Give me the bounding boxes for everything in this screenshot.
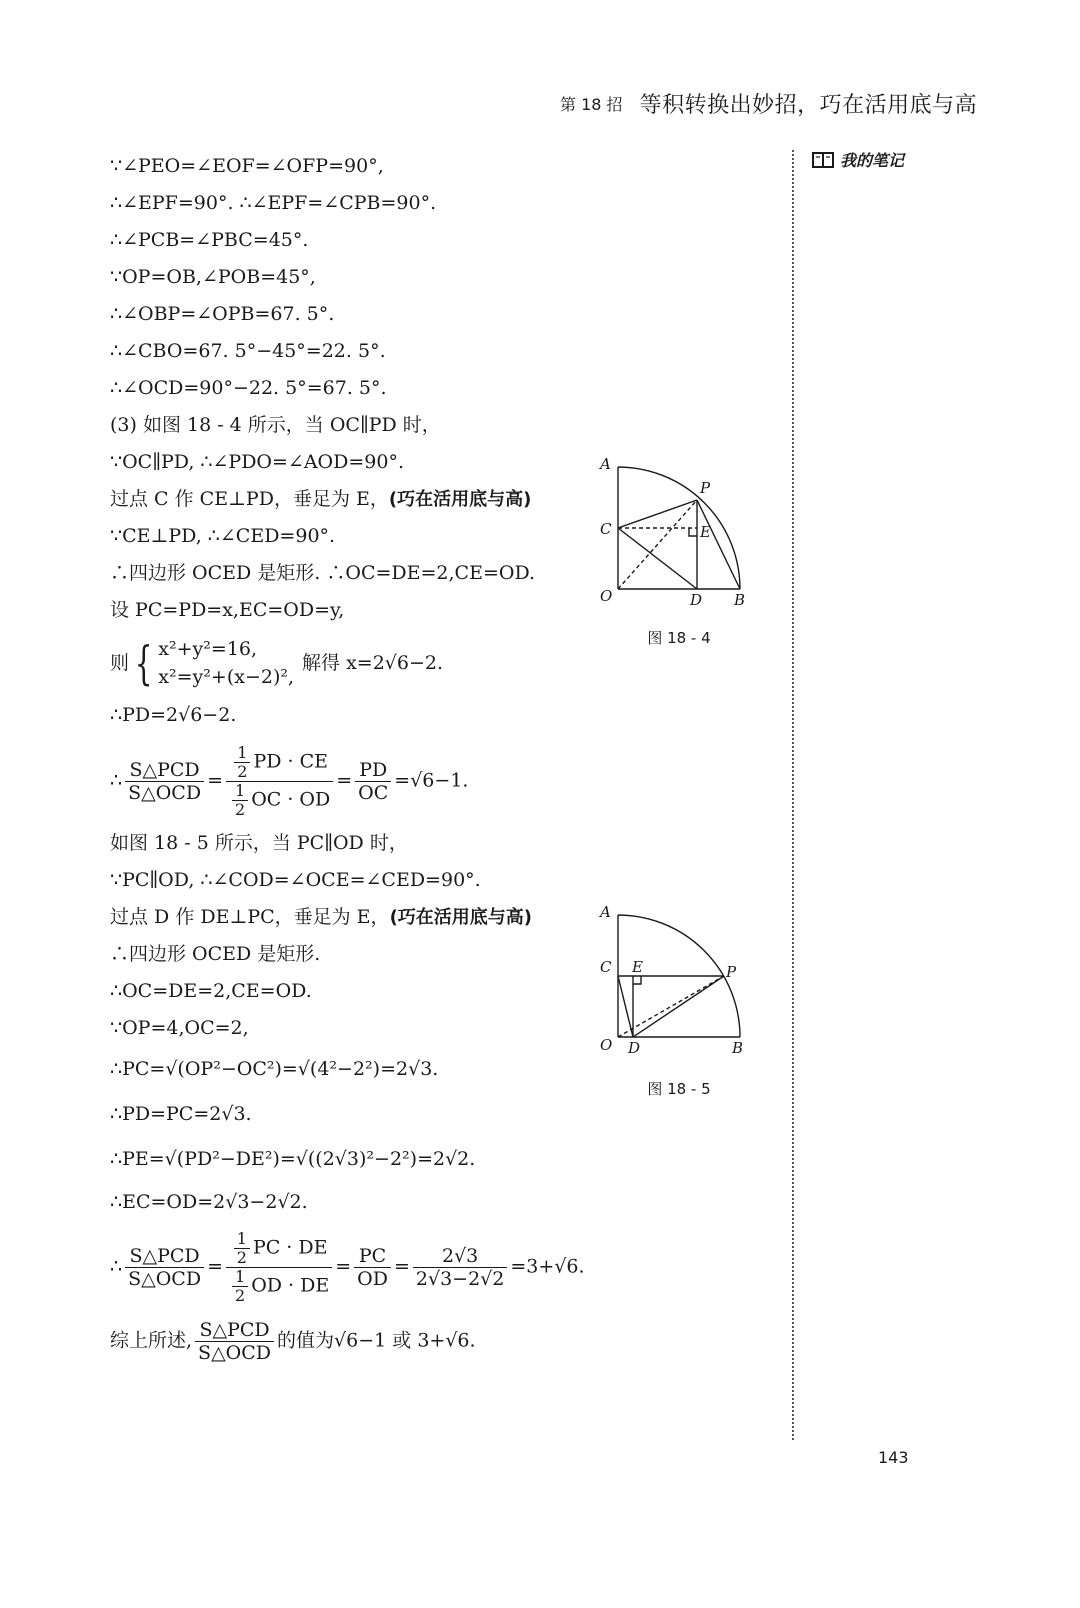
label-p: P [700, 479, 711, 497]
label-e: E [632, 958, 643, 976]
therefore-symbol: ∴ [110, 1255, 123, 1278]
label-d: D [690, 591, 703, 609]
frac-den: OD [357, 1268, 388, 1290]
equals-sign: = [207, 1255, 223, 1278]
figure-18-5 [594, 905, 764, 1099]
frac-den: S△OCD [198, 1342, 272, 1364]
notes-title: 我的笔记 [840, 151, 905, 170]
frac-num: S△PCD [125, 1245, 204, 1268]
text-line: ∴∠EPF=90°. ∴∠EPF=∠CPB=90°. [110, 192, 437, 214]
label-a: A [600, 455, 611, 473]
frac-den-tail: OD · DE [251, 1274, 330, 1297]
frac-num: S△PCD [195, 1319, 274, 1342]
figure-caption: 图 18 - 4 [647, 629, 711, 647]
half-num: 1 [234, 744, 250, 763]
text-line: ∵OP=OB,∠POB=45°, [110, 266, 316, 288]
therefore-symbol: ∴ [110, 769, 123, 792]
equals-sign: = [393, 1255, 410, 1278]
half-den: 2 [236, 1248, 247, 1267]
half-num: 1 [234, 1230, 250, 1249]
system-solution: 解得 x=2√6−2. [302, 651, 444, 674]
text-line: ∴EC=OD=2√3−2√2. [110, 1191, 308, 1213]
equation-2: x²=y²+(x−2)², [158, 666, 295, 688]
frac-den: S△OCD [128, 782, 202, 804]
frac-num: PC [354, 1245, 391, 1268]
hint-label: (巧在活用底与高) [389, 907, 533, 928]
brace-symbol: { [134, 636, 153, 690]
notes-divider [792, 150, 794, 1440]
ratio-formula-1 [110, 744, 750, 819]
text-line: ∴四边形 OCED 是矩形. ∴OC=DE=2,CE=OD. [110, 562, 536, 584]
text-line: 设 PC=PD=x,EC=OD=y, [110, 599, 345, 621]
frac-num: PD [355, 759, 391, 782]
text-span: 过点 C 作 CE⊥PD，垂足为 E， [110, 488, 389, 510]
figure-caption: 图 18 - 5 [647, 1080, 711, 1098]
book-icon [812, 152, 834, 168]
ratio-result: =√6−1. [394, 769, 469, 792]
label-e: E [700, 523, 711, 541]
ratio-formula-2 [110, 1230, 750, 1305]
text-line: ∴∠CBO=67. 5°−45°=22. 5°. [110, 340, 386, 362]
label-c: C [600, 958, 612, 976]
conclusion-tail: 的值为√6−1 或 3+√6. [277, 1329, 476, 1352]
ratio-result: =3+√6. [510, 1255, 585, 1278]
text-line: ∵∠PEO=∠EOF=∠OFP=90°, [110, 155, 384, 177]
text-span: 过点 D 作 DE⊥PC，垂足为 E， [110, 906, 390, 928]
page-header [560, 88, 980, 128]
equals-sign: = [335, 1255, 352, 1278]
solution-body [110, 148, 750, 1370]
half-num: 1 [232, 782, 248, 801]
page-number: 143 [878, 1448, 909, 1467]
frac-num: S△PCD [125, 759, 204, 782]
label-b: B [734, 591, 746, 609]
equation-1: x²+y²=16, [158, 638, 258, 660]
text-line: ∴∠OBP=∠OPB=67. 5°. [110, 303, 335, 325]
conclusion-lead: 综上所述, [110, 1329, 193, 1352]
figure-18-5-diagram [594, 905, 764, 1060]
conclusion-line [110, 1319, 750, 1364]
text-line: ∴PE=√(PD²−DE²)=√((2√3)²−2²)=2√2. [110, 1148, 476, 1170]
figure-18-4-diagram [594, 455, 764, 615]
label-c: C [600, 520, 612, 538]
equals-sign: = [336, 769, 353, 792]
label-a: A [600, 905, 611, 921]
text-line: ∴∠PCB=∠PBC=45°. [110, 229, 309, 251]
frac-den: 2√3−2√2 [415, 1268, 505, 1290]
system-prefix: 则 [110, 651, 130, 674]
text-line: ∵OC∥PD, ∴∠PDO=∠AOD=90°. [110, 451, 405, 473]
label-o: O [600, 1036, 613, 1054]
text-line: ∴OC=DE=2,CE=OD. [110, 980, 312, 1002]
text-line: ∴PC=√(OP²−OC²)=√(4²−2²)=2√3. [110, 1058, 439, 1080]
equals-sign: = [207, 769, 223, 792]
frac-den: OC [358, 782, 389, 804]
text-line: ∴∠OCD=90°−22. 5°=67. 5°. [110, 377, 387, 399]
label-d: D [628, 1039, 641, 1057]
label-o: O [600, 587, 613, 605]
figure-18-4 [594, 455, 764, 648]
frac-num-tail: PC · DE [252, 1236, 328, 1259]
label-p: P [726, 963, 737, 981]
text-line: ∴PD=2√6−2. [110, 704, 237, 726]
frac-num-tail: PD · CE [253, 750, 328, 773]
half-num: 1 [232, 1268, 248, 1287]
text-line: ∵PC∥OD, ∴∠COD=∠OCE=∠CED=90°. [110, 869, 481, 891]
chapter-title: 等积转换出妙招，巧在活用底与高 [639, 93, 978, 118]
hint-label: (巧在活用底与高) [388, 489, 532, 510]
frac-den-tail: OC · OD [251, 788, 331, 811]
label-b: B [732, 1039, 744, 1057]
text-line: (3) 如图 18 - 4 所示，当 OC∥PD 时， [110, 414, 441, 436]
text-line: ∴四边形 OCED 是矩形. [110, 943, 321, 965]
notes-header [812, 148, 904, 171]
chapter-label: 第 18 招 [560, 95, 623, 114]
text-line: ∴PD=PC=2√3. [110, 1103, 252, 1125]
text-line: ∵CE⊥PD, ∴∠CED=90°. [110, 525, 336, 547]
half-den: 2 [235, 800, 246, 819]
half-den: 2 [237, 762, 248, 781]
text-line: ∵OP=4,OC=2, [110, 1017, 249, 1039]
half-den: 2 [235, 1286, 246, 1305]
text-line: 如图 18 - 5 所示，当 PC∥OD 时， [110, 832, 408, 854]
frac-num: 2√3 [413, 1245, 508, 1268]
frac-den: S△OCD [128, 1268, 202, 1290]
